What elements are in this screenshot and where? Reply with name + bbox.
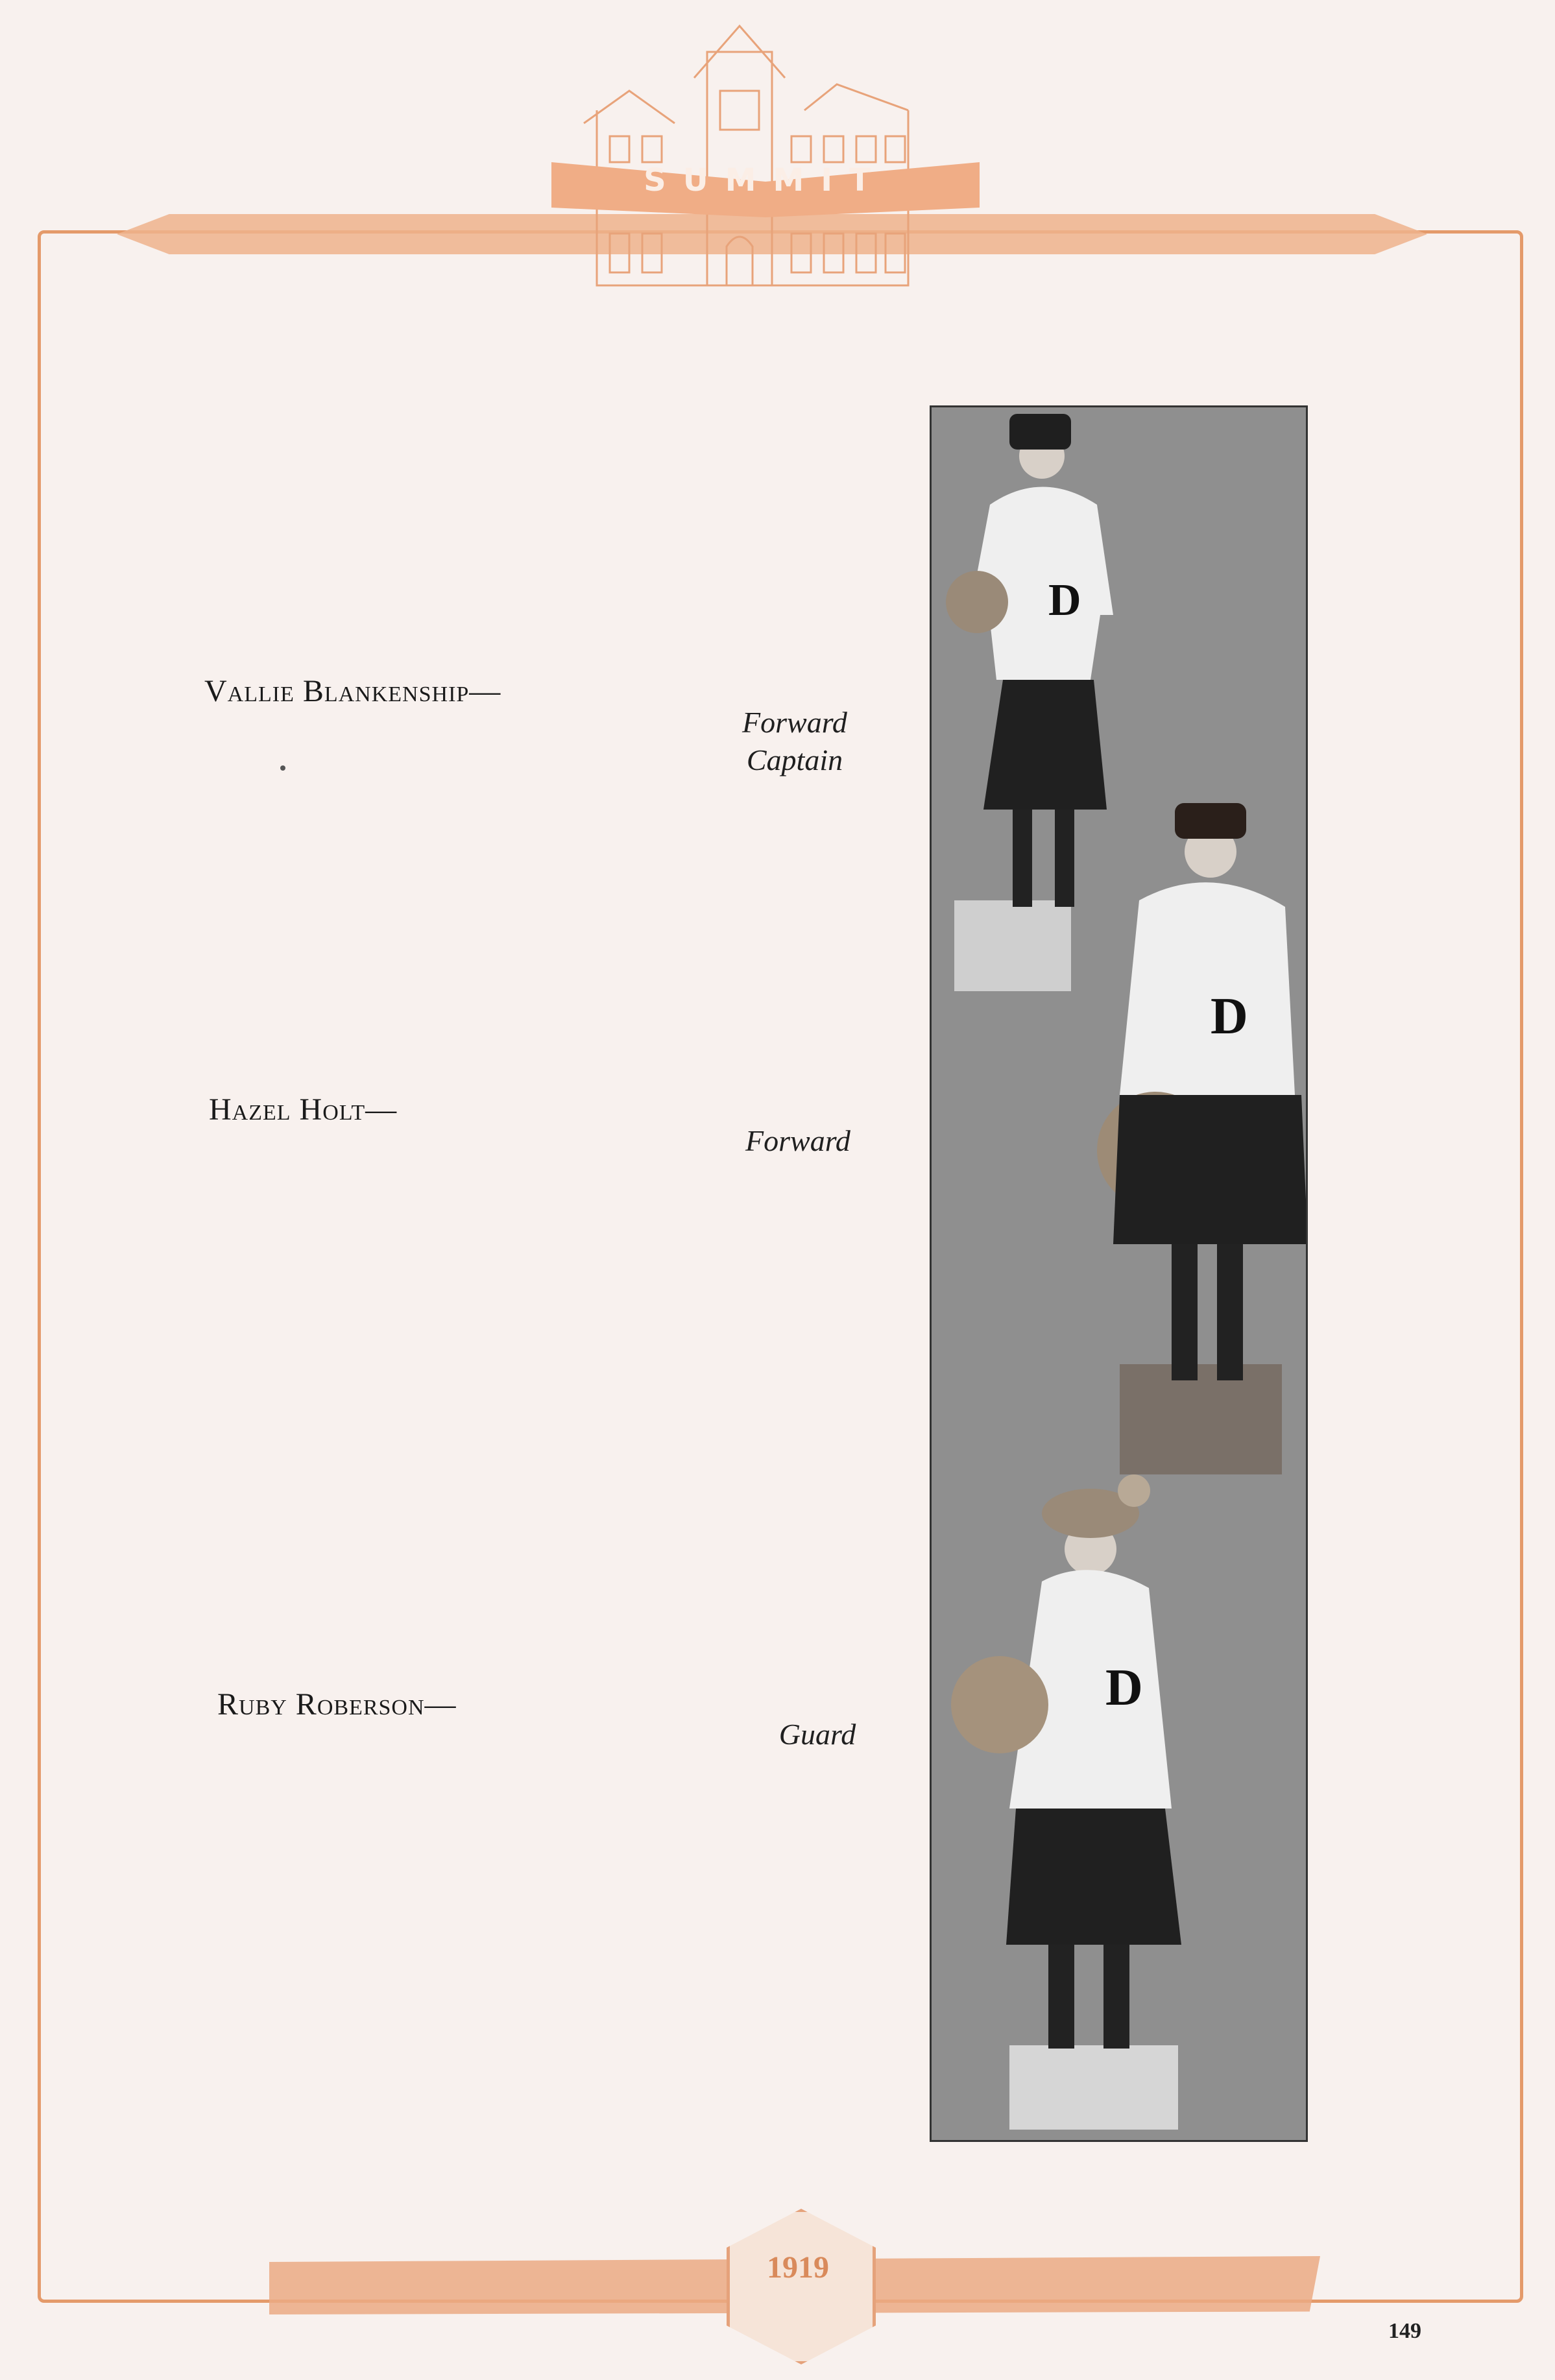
position-label: Forward [745,1124,850,1157]
seal-year: 1919 [767,2250,829,2285]
player-name-2: Hazel Holt— [209,1092,398,1127]
player-positions-3 [720,1716,915,1753]
player-name-3: Ruby Roberson— [217,1687,457,1722]
school-building-drawing [558,13,947,292]
position-label: Guard [778,1718,856,1751]
player-3-figure [951,1474,1181,2130]
svg-text:D: D [1048,575,1081,625]
position-label: Captain [746,743,843,776]
svg-text:D: D [1105,1659,1143,1716]
player-1-figure [946,414,1113,991]
team-photo-strip [930,405,1308,2142]
banner-title: SUMMIT [644,162,887,198]
player-photos-illustration [932,407,1308,2142]
svg-text:D: D [1211,988,1248,1045]
position-label: Forward [742,706,847,739]
player-positions-1 [697,704,892,779]
page-number: 149 [1388,2319,1421,2343]
player-name-1: Vallie Blankenship— [204,674,501,708]
player-positions-2 [701,1122,895,1160]
ink-speck [280,765,285,771]
player-2-figure [1097,803,1308,1474]
